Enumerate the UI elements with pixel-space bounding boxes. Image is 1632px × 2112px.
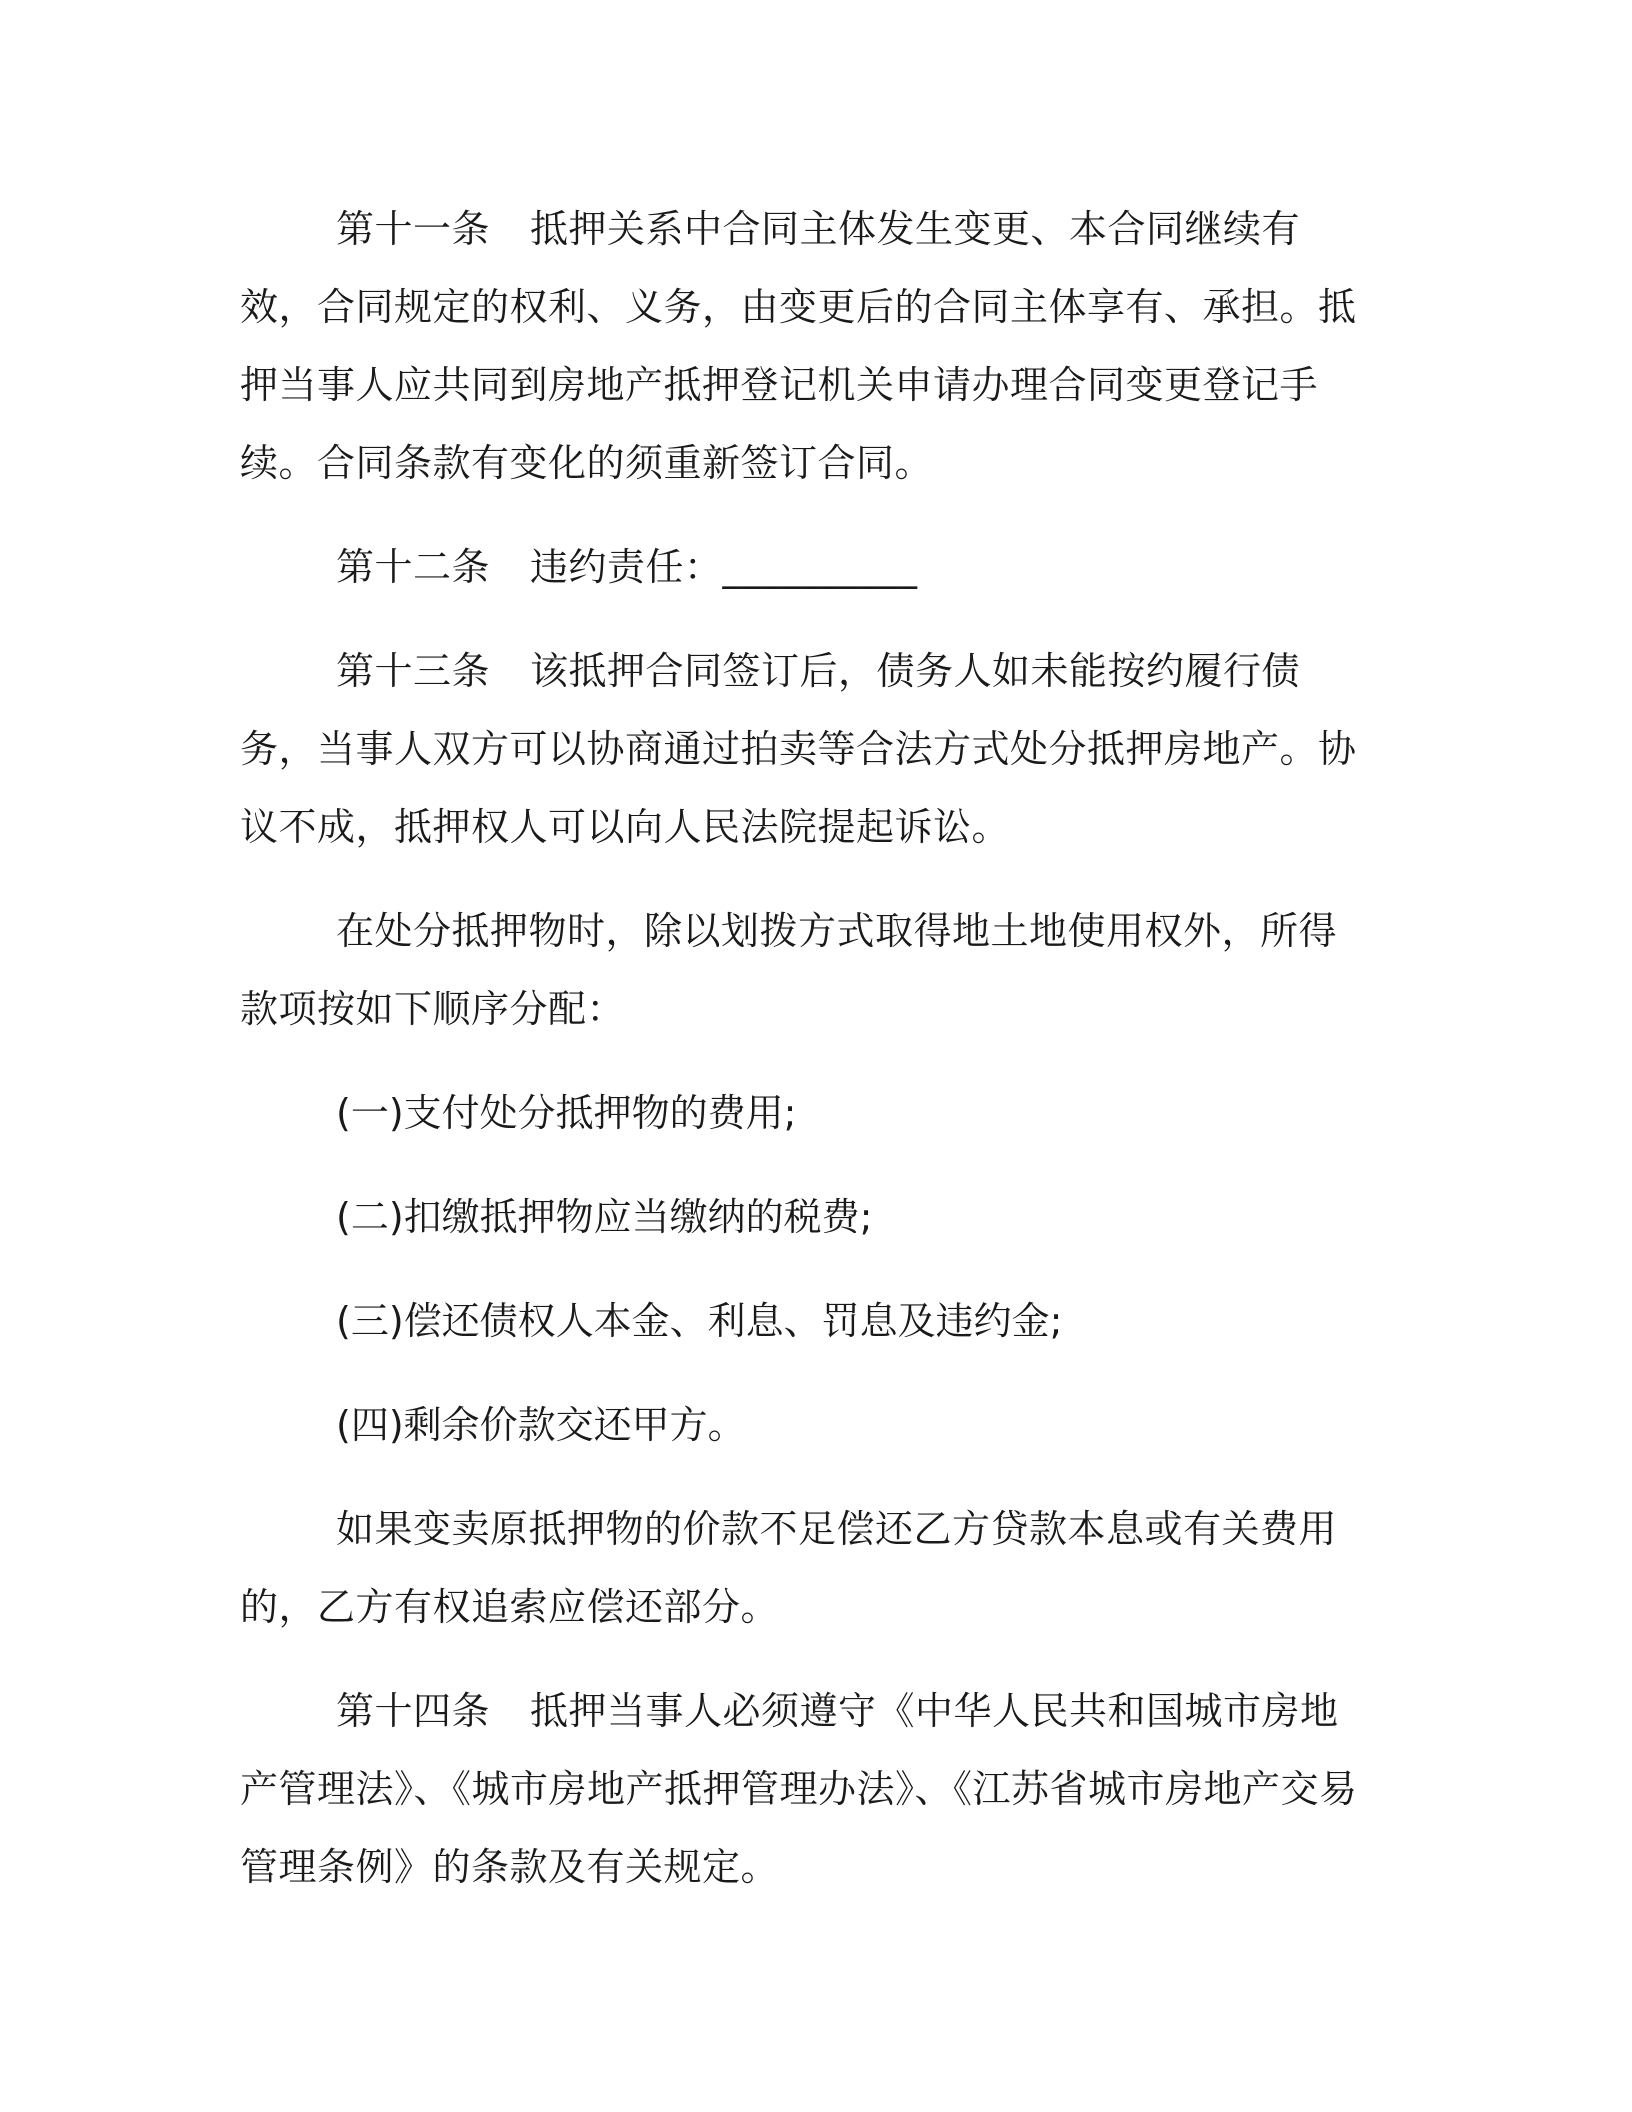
article-11-text: 抵押关系中合同主体发生变更、本合同继续有效，合同规定的权利、义务，由变更后的合同主体享有、承担。抵押当事人应共同到房地产抵押登记机关申请办理合同变更登记手续。合同条款有变化的须重新签订合同。	[240, 207, 1357, 485]
article-14	[240, 1672, 1370, 1906]
article-13-text: 该抵押合同签订后，债务人如未能按约履行债务，当事人双方可以协商通过拍卖等合法方式处分抵押房地产。协议不成，抵押权人可以向人民法院提起诉讼。	[240, 649, 1357, 849]
article-11-label: 第十一条	[336, 207, 491, 251]
article-14-text: 抵押当事人必须遵守《中华人民共和国城市房地产管理法》、《城市房地产抵押管理办法》、《江苏省城市房地产交易管理条例》的条款及有关规定。	[240, 1689, 1358, 1889]
article-13-label: 第十三条	[336, 649, 491, 693]
distribution-item-1: (一)支付处分抵押物的费用;	[336, 1091, 797, 1135]
distribution-item-4: (四)剩余价款交还甲方。	[336, 1403, 746, 1447]
article-14-label: 第十四条	[336, 1689, 491, 1733]
article-13	[240, 632, 1370, 866]
article-11	[240, 190, 1370, 502]
article-12-text: 违约责任：__________	[530, 545, 918, 589]
distribution-item-2: (二)扣缴抵押物应当缴纳的税费;	[336, 1195, 873, 1239]
distribution-item-3: (三)偿还债权人本金、利息、罚息及违约金;	[336, 1299, 1063, 1343]
shortfall-clause: 如果变卖原抵押物的价款不足偿还乙方贷款本息或有关费用的，乙方有权追索应偿还部分。	[240, 1507, 1338, 1629]
document-page	[240, 190, 1370, 1932]
article-12-label: 第十二条	[336, 545, 491, 589]
disposal-intro: 在处分抵押物时，除以划拨方式取得地土地使用权外，所得款项按如下顺序分配：	[240, 909, 1338, 1031]
article-12	[240, 528, 1370, 606]
